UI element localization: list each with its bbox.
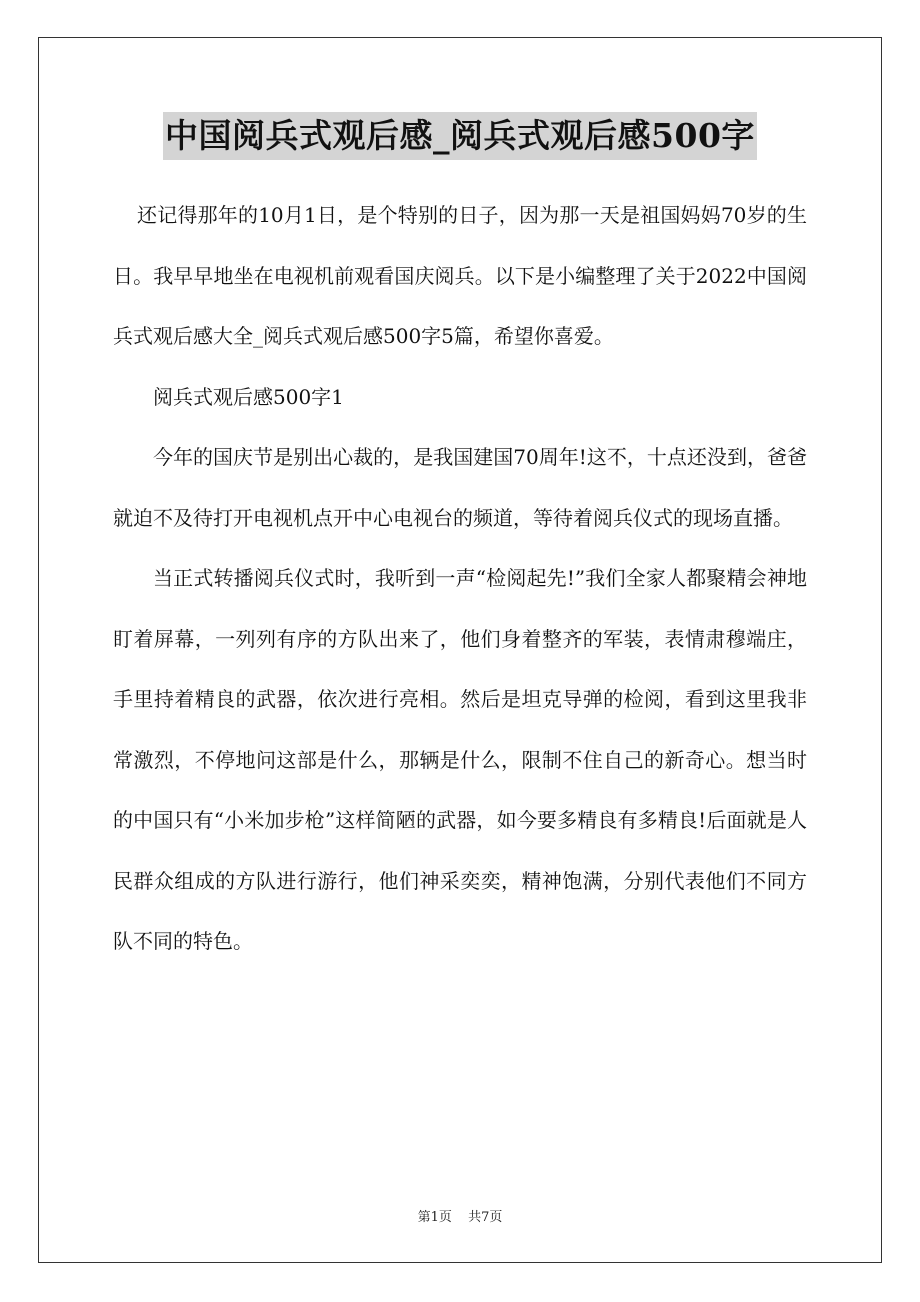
body-paragraph: 今年的国庆节是别出心裁的，是我国建国70周年!这不，十点还没到，爸爸就迫不及待打开电视机点开中心电视台的频道，等待着阅兵仪式的现场直播。 xyxy=(113,445,807,530)
document-body xyxy=(113,185,807,972)
page-number: 第1页 xyxy=(417,1210,452,1225)
intro-paragraph: 还记得那年的10月1日，是个特别的日子，因为那一天是祖国妈妈70岁的生日。我早早地坐在电视机前观看国庆阅兵。以下是小编整理了关于2022中国阅兵式观后感大全_阅兵式观后感500字5篇，希望你喜爱。 xyxy=(113,203,807,348)
document-title: 中国阅兵式观后感_阅兵式观后感500字 xyxy=(163,112,757,160)
page-total: 共7页 xyxy=(468,1210,503,1225)
body-paragraph: 当正式转播阅兵仪式时，我听到一声“检阅起先!”我们全家人都聚精会神地盯着屏幕，一列列有序的方队出来了，他们身着整齐的军装，表情肃穆端庄，手里持着精良的武器，依次进行亮相。然后是坦克导弹的检阅，看到这里我非常激烈，不停地问这部是什么，那辆是什么，限制不住自己的新奇心。想当时的中国只有“小米加步枪”这样简陋的武器，如今要多精良有多精良!后面就是人民群众组成的方队进行游行，他们神采奕奕，精神饱满，分别代表他们不同方队不同的特色。 xyxy=(113,566,807,953)
section-heading: 阅兵式观后感500字1 xyxy=(153,384,344,409)
page-footer xyxy=(0,1206,920,1225)
title-container xyxy=(0,112,920,160)
